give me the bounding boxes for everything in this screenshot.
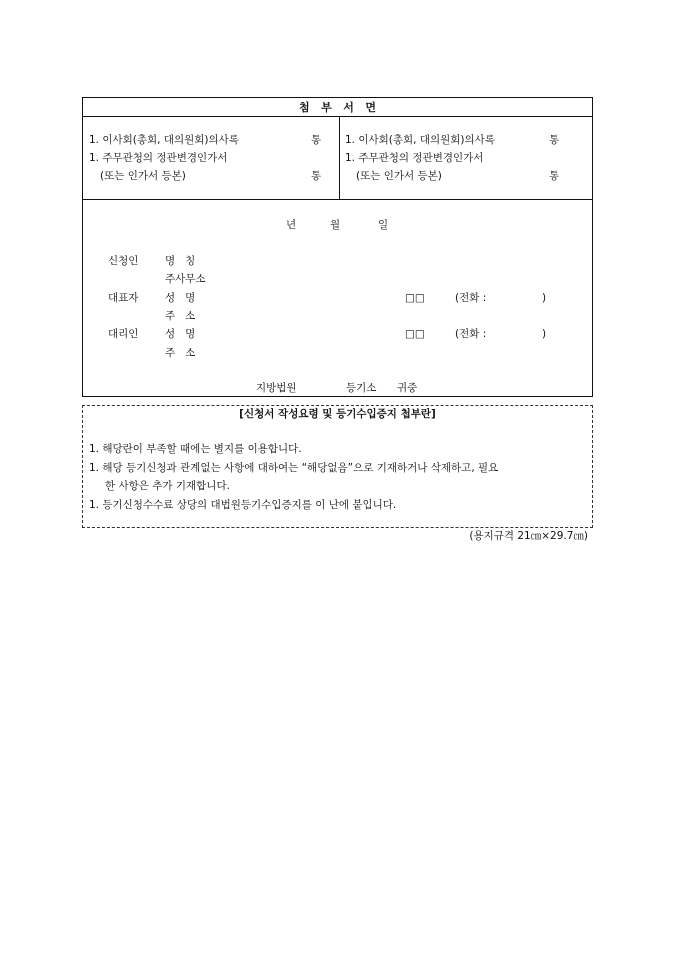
- agent-label: 대리인: [108, 328, 139, 340]
- agent-seal: □□: [405, 328, 425, 340]
- representative-phone-close: ): [542, 292, 547, 304]
- representative-name-label: 성 명: [165, 292, 196, 304]
- left-item1-unit: 통: [311, 134, 322, 146]
- registry-label: 등기소: [346, 382, 377, 394]
- date-month: 월: [330, 219, 341, 231]
- agent-name-label: 성 명: [165, 328, 196, 340]
- right-item1-label: 1. 이사회(총회, 대의원회)의사록: [345, 134, 495, 146]
- right-item2-unit: 통: [549, 170, 560, 182]
- left-item2-unit: 통: [311, 170, 322, 182]
- date-day: 일: [378, 219, 389, 231]
- left-item2-label: 1. 주무관청의 정관변경인가서: [89, 152, 228, 164]
- representative-address-label: 주 소: [165, 310, 196, 322]
- column-divider: [339, 117, 340, 199]
- applicant-name-label: 명 칭: [165, 255, 196, 267]
- left-item2-sub: (또는 인가서 등본): [100, 170, 186, 182]
- agent-address-label: 주 소: [165, 347, 196, 359]
- guide-title: [신청서 작성요령 및 등기수입증지 첩부란]: [239, 408, 436, 420]
- representative-phone-label: (전화 :: [455, 292, 487, 304]
- applicant-office-label: 주사무소: [165, 273, 206, 285]
- agent-phone-label: (전화 :: [455, 328, 487, 340]
- representative-seal: □□: [405, 292, 425, 304]
- attachments-divider: [83, 199, 592, 200]
- representative-label: 대표자: [108, 292, 139, 304]
- right-item2-label: 1. 주무관청의 정관변경인가서: [345, 152, 484, 164]
- applicant-label: 신청인: [108, 255, 139, 267]
- guide-item-2: 1. 해당 등기신청과 관계없는 사항에 대하여는 “해당없음”으로 기재하거나 삭제하고, 필요: [89, 462, 499, 474]
- addressee-label: 귀중: [397, 382, 418, 394]
- left-item1-label: 1. 이사회(총회, 대의원회)의사록: [89, 134, 239, 146]
- right-item1-unit: 통: [549, 134, 560, 146]
- guide-item-2-cont: 한 사항은 추가 기재합니다.: [105, 480, 230, 492]
- date-year: 년: [286, 219, 297, 231]
- paper-size: (용지규격 21㎝×29.7㎝): [469, 530, 588, 542]
- title-divider: [83, 116, 592, 117]
- court-label: 지방법원: [256, 382, 297, 394]
- guide-item-3: 1. 등기신청수수료 상당의 대법원등기수입증지를 이 난에 붙입니다.: [89, 499, 397, 511]
- agent-phone-close: ): [542, 328, 547, 340]
- guide-item-1: 1. 해당란이 부족할 때에는 별지를 이용합니다.: [89, 443, 302, 455]
- right-item2-sub: (또는 인가서 등본): [356, 170, 442, 182]
- attachments-title: 첨 부 서 면: [299, 101, 376, 114]
